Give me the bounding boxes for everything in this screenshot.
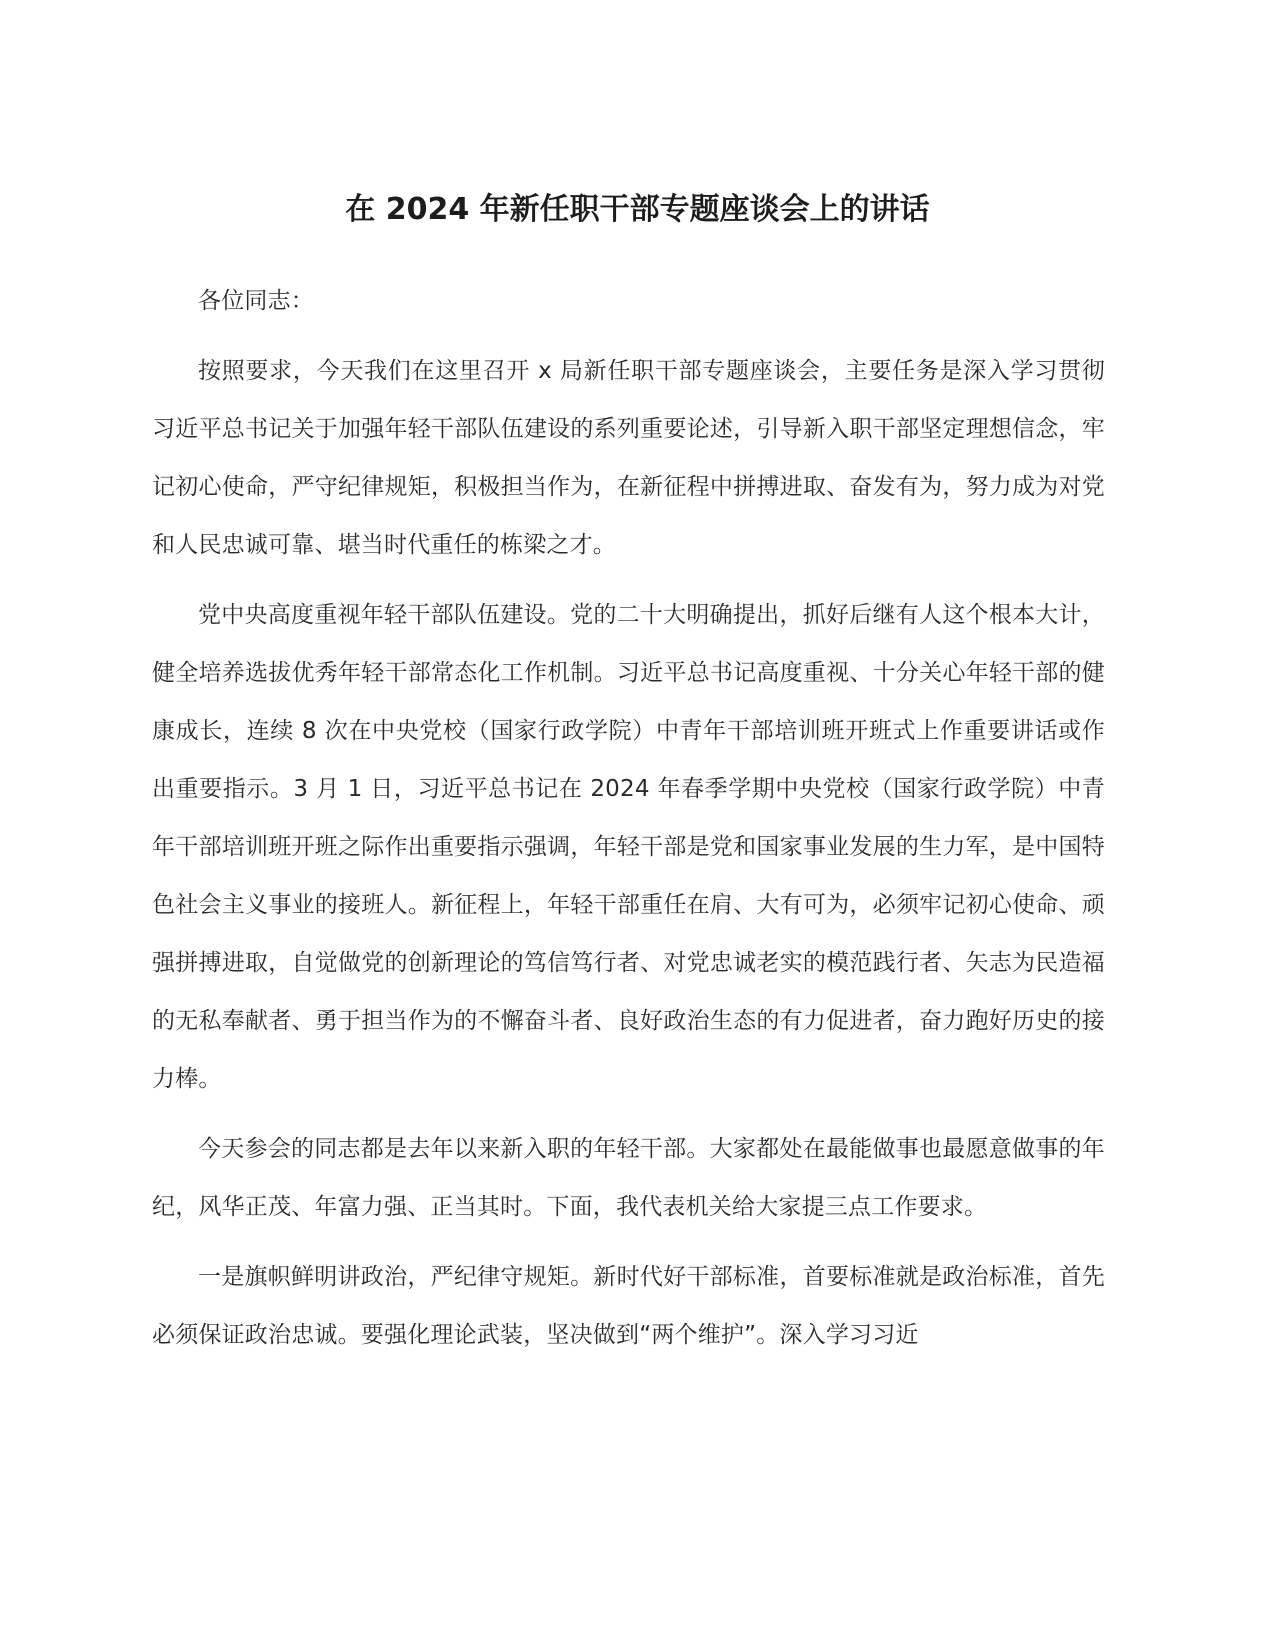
paragraph-intro: 按照要求，今天我们在这里召开 x 局新任职干部专题座谈会，主要任务是深入学习贯彻习近平总书记关于加强年轻干部队伍建设的系列重要论述，引导新入职干部坚定理想信念，牢记初心使命，严守纪律规矩，积极担当作为，在新征程中拼搏进取、奋发有为，努力成为对党和人民忠诚可靠、堪当时代重任的栋梁之才。 [152,358,1105,558]
document-body [152,272,1105,1364]
greeting: 各位同志： [198,288,314,314]
paragraph-background: 党中央高度重视年轻干部队伍建设。党的二十大明确提出，抓好后继有人这个根本大计，健全培养选拔优秀年轻干部常态化工作机制。习近平总书记高度重视、十分关心年轻干部的健康成长，连续 8 次在中央党校（国家行政学院）中青年干部培训班开班式上作重要讲话或作出重要指示。3 月 1 日，习近平总书记在 2024 年春季学期中央党校（国家行政学院）中青年干部培训班开班之际作出重要指示强调，年轻干部是党和国家事业发展的生力军，是中国特色社会主义事业的接班人。新征程上，年轻干部重任在肩、大有可为，必须牢记初心使命、顽强拼搏进取，自觉做党的创新理论的笃信笃行者、对党忠诚老实的模范践行者、矢志为民造福的无私奉献者、勇于担当作为的不懈奋斗者、良好政治生态的有力促进者，奋力跑好历史的接力棒。 [152,602,1105,1092]
paragraph-attendees: 今天参会的同志都是去年以来新入职的年轻干部。大家都处在最能做事也最愿意做事的年纪，风华正茂、年富力强、正当其时。下面，我代表机关给大家提三点工作要求。 [152,1136,1105,1220]
paragraph-requirement-one: 一是旗帜鲜明讲政治，严纪律守规矩。新时代好干部标准，首要标准就是政治标准，首先必须保证政治忠诚。要强化理论武装，坚决做到“两个维护”。深入学习习近 [152,1264,1105,1348]
document-title: 在 2024 年新任职干部专题座谈会上的讲话 [345,192,930,227]
